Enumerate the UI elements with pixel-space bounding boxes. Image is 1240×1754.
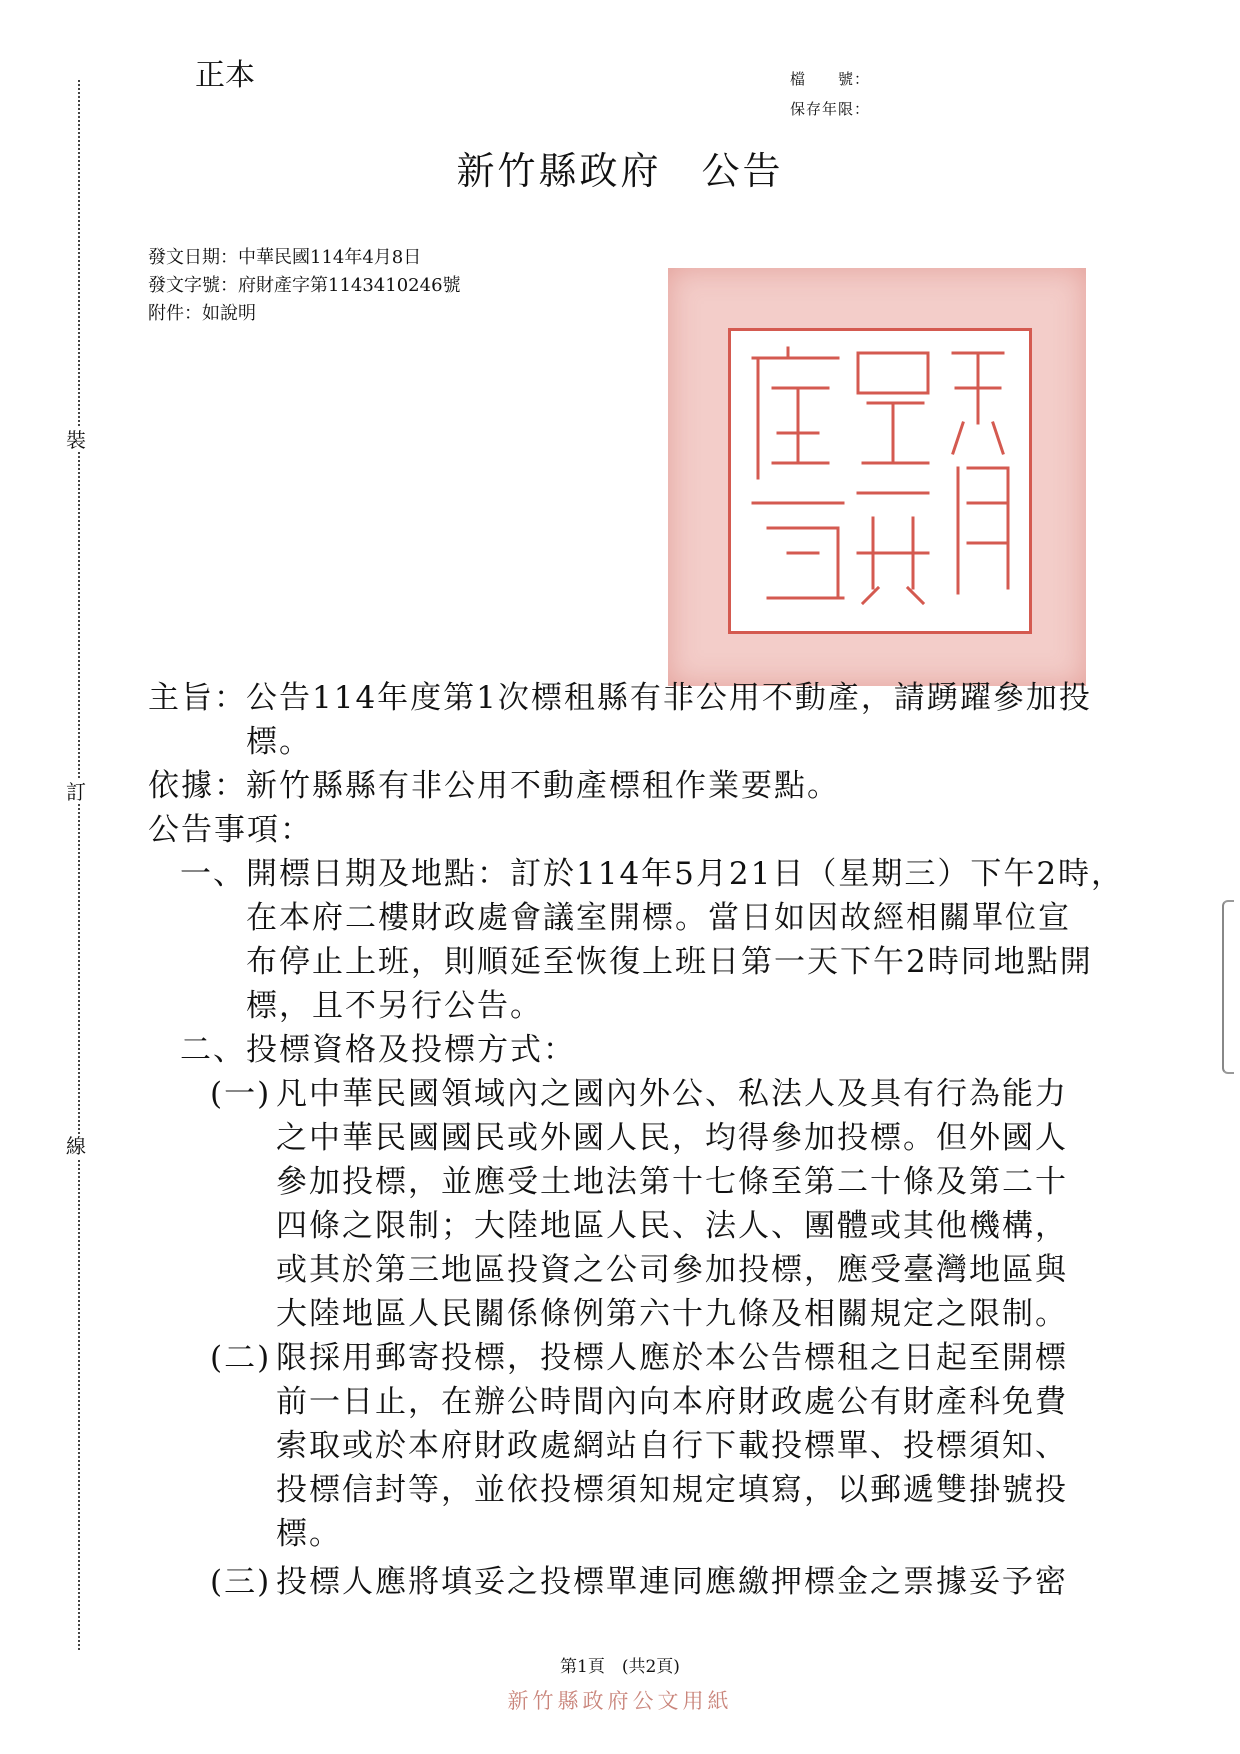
file-number-label: 檔 號： [790,70,871,88]
sub-2-line: 前一日止，在辦公時間內向本府財政處公有財產科免費 [276,1384,1068,1420]
sub-2-line: 索取或於本府財政處網站自行下載投標單、投標須知、 [276,1428,1068,1464]
notice-label: 公告事項： [148,812,313,848]
purport-line-1: 公告114年度第1次標租縣有非公用不動產，請踴躍參加投 [246,680,1092,716]
title-type: 公告 [701,149,784,193]
copy-label: 正本 [195,58,255,93]
binding-mark-ding: 訂 [66,780,86,804]
attachment: 附件：如說明 [148,303,256,324]
title-org: 新竹縣政府 [456,149,662,193]
sub-2-line: 標。 [276,1516,342,1552]
binding-mark-zhuang: 裝 [66,428,86,452]
sub-2-line: 投標信封等，並依投標須知規定填寫，以郵遞雙掛號投 [276,1472,1068,1508]
item-1-line: 布停止上班，則順延至恢復上班日第一天下午2時同地點開 [246,944,1093,980]
binding-mark-xian: 線 [66,1134,86,1158]
binding-line [78,80,80,1650]
sub-1-number: (一) [210,1076,272,1112]
issue-info [148,244,461,328]
item-1-line: 在本府二樓財政處會議室開標。當日如因故經相關單位宣 [246,900,1071,936]
sub-3-number: (三) [210,1564,272,1600]
sub-2-number: (二) [210,1340,272,1376]
issue-date: 發文日期：中華民國114年4月8日 [148,247,422,268]
doc-number: 發文字號：府財產字第1143410246號 [148,275,461,296]
seal-script-icon [728,328,1026,628]
item-1-line: 標，且不另行公告。 [246,988,543,1024]
item-2-number: 二、 [180,1032,246,1068]
sub-1-line: 大陸地區人民關係條例第六十九條及相關規定之限制。 [276,1296,1068,1332]
item-2-title: 投標資格及投標方式： [246,1032,576,1068]
purport-line-2: 標。 [246,724,312,760]
sub-1-line: 四條之限制；大陸地區人民、法人、團體或其他機構， [276,1208,1068,1244]
purport-label: 主旨： [148,680,247,716]
sub-2-line: 限採用郵寄投標，投標人應於本公告標租之日起至開標 [276,1340,1068,1376]
paper-name: 新竹縣政府公文用紙 [507,1689,733,1713]
sub-1-line: 或其於第三地區投資之公司參加投標，應受臺灣地區與 [276,1252,1068,1288]
sub-3-line: 投標人應將填妥之投標單連同應繳押標金之票據妥予密 [276,1564,1068,1600]
retention-label: 保存年限： [790,100,871,118]
document-title [0,140,1240,195]
sub-1-line: 之中華民國國民或外國人民，均得參加投標。但外國人 [276,1120,1068,1156]
scan-edge-mark [1222,900,1234,1074]
sub-1-line: 凡中華民國領域內之國內外公、私法人及具有行為能力 [276,1076,1068,1112]
basis-label: 依據： [148,768,247,804]
basis-text: 新竹縣縣有非公用不動產標租作業要點。 [246,768,840,804]
item-1-number: 一、 [180,856,246,892]
item-1-line: 開標日期及地點：訂於114年5月21日（星期三）下午2時， [246,856,1125,892]
sub-1-line: 參加投標，並應受土地法第十七條至第二十條及第二十 [276,1164,1068,1200]
official-seal [668,268,1086,686]
page-number: 第1頁 (共2頁) [560,1657,680,1677]
